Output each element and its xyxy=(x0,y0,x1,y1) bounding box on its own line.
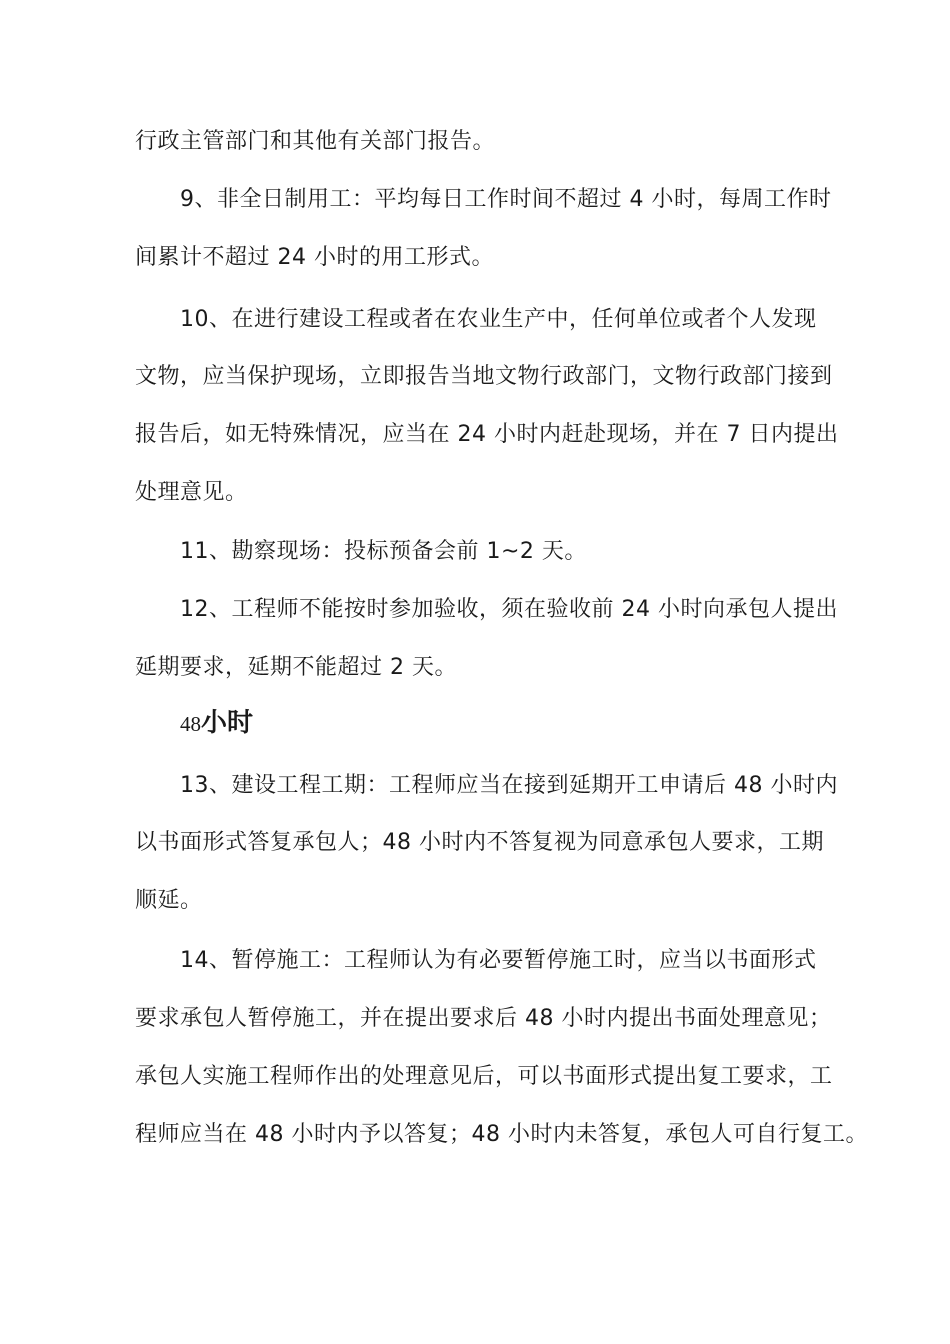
paragraph-line: 13、建设工程工期：工程师应当在接到延期开工申请后 48 小时内 xyxy=(180,773,838,798)
paragraph-line: 要求承包人暂停施工，并在提出要求后 48 小时内提出书面处理意见； xyxy=(135,1006,832,1031)
paragraph-line: 14、暂停施工：工程师认为有必要暂停施工时，应当以书面形式 xyxy=(180,948,817,973)
paragraph-line: 承包人实施工程师作出的处理意见后，可以书面形式提出复工要求，工 xyxy=(135,1064,833,1089)
section-heading-text: 小时 xyxy=(201,708,254,738)
paragraph-line: 11、勘察现场：投标预备会前 1~2 天。 xyxy=(180,539,587,564)
paragraph-line: 间累计不超过 24 小时的用工形式。 xyxy=(135,245,494,270)
paragraph-line: 9、非全日制用工：平均每日工作时间不超过 4 小时，每周工作时 xyxy=(180,187,832,212)
paragraph-line: 12、工程师不能按时参加验收，须在验收前 24 小时向承包人提出 xyxy=(180,597,838,622)
paragraph-line: 10、在进行建设工程或者在农业生产中，任何单位或者个人发现 xyxy=(180,307,817,332)
paragraph-line: 处理意见。 xyxy=(135,480,248,505)
paragraph-line: 延期要求，延期不能超过 2 天。 xyxy=(135,655,457,680)
paragraph-line: 文物，应当保护现场，立即报告当地文物行政部门，文物行政部门接到 xyxy=(135,364,833,389)
paragraph-line: 报告后，如无特殊情况，应当在 24 小时内赶赴现场，并在 7 日内提出 xyxy=(135,422,839,447)
section-heading-number: 48 xyxy=(180,712,201,736)
paragraph-line: 以书面形式答复承包人；48 小时内不答复视为同意承包人要求，工期 xyxy=(135,830,824,855)
paragraph-line: 程师应当在 48 小时内予以答复；48 小时内未答复，承包人可自行复工。 xyxy=(135,1122,868,1147)
section-heading xyxy=(180,707,253,740)
paragraph-line: 顺延。 xyxy=(135,888,203,913)
paragraph-line: 行政主管部门和其他有关部门报告。 xyxy=(135,129,496,154)
